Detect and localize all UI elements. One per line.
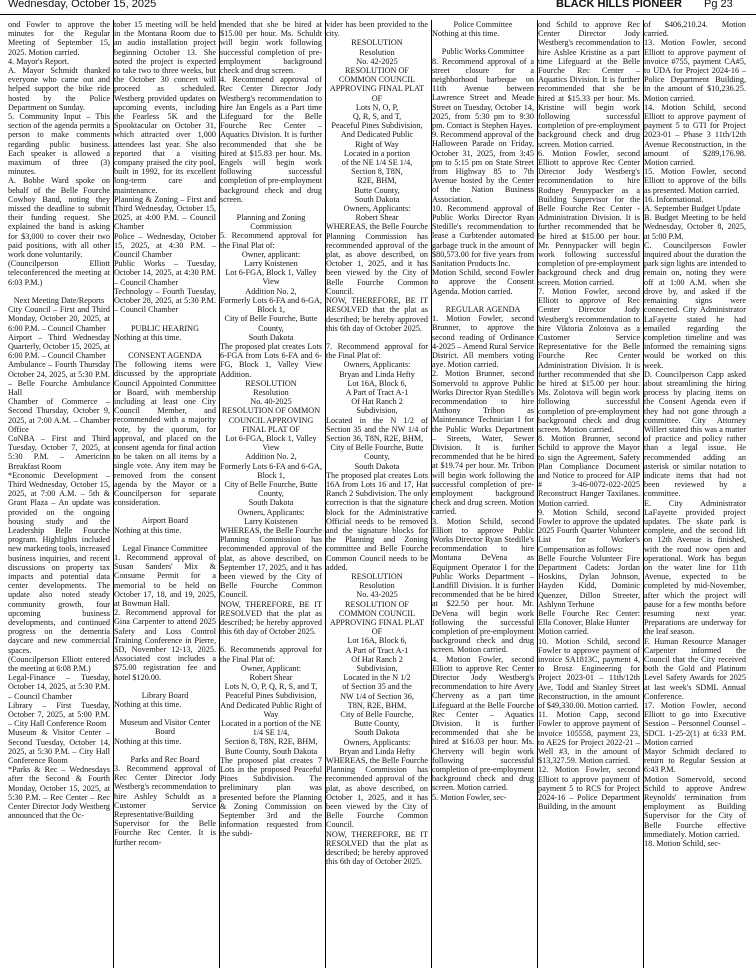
paragraph: R2E, BHM, <box>357 176 397 186</box>
paragraph: Robert Shear <box>355 213 399 223</box>
paragraph: No. 42-2025 <box>356 56 398 66</box>
paragraph: Located in a portion of the NE 1/4 SE 1/4, <box>220 719 322 738</box>
paragraph-gap <box>220 204 322 213</box>
paragraph: Police Committee <box>453 20 513 29</box>
paragraph: 4. Recommend approval of Rec Center Director Jody Westberg's recommendation to hire Jan Engels as a Part time Lifeguard for the Belle Fourche Rec Center – Aquatics Division. It is further recommended that she be hired at $15.83 per hour. Ms. Engels will begin work following successful completion of pre-employment background check and drug screen. <box>220 75 322 204</box>
newspaper-name: BLACK HILLS PIONEER <box>556 0 682 10</box>
paragraph: City of Belle Fourche, Butte County, <box>224 314 318 333</box>
paragraph: South Dakota <box>354 728 400 738</box>
paragraph: Lot 16A, Block 6, <box>347 378 407 388</box>
paragraph: REGULAR AGENDA <box>445 304 521 314</box>
paragraph: Mayor Schmidt declared to return to Regular Session at 6:43 P.M. <box>644 747 746 775</box>
paragraph: Subdivision, <box>356 406 398 416</box>
paragraph: Owners, Applicants: <box>343 360 411 370</box>
paragraph: The proposed plat creates 7 Lots in the proposed Peaceful Pines Subdivision. The preliminary plan was presented before the Planning & Zoning Commission on September 3rd and the information requested from the subdi- <box>220 755 322 839</box>
paragraph: City Council – First and Third Monday, October 20, 2025, at 6:00 P.M. – Council Chamber <box>8 305 110 333</box>
paragraph-gap <box>8 287 110 296</box>
page-number: Pg 23 <box>704 0 733 10</box>
paragraph: Public Works Committee <box>441 47 525 57</box>
paragraph: RESOLUTION OF OMMON COUNCIL APPROVING FINAL PLAT OF <box>221 406 321 434</box>
paragraph: Lot 6-FGA, Block 1, Valley View <box>225 268 317 287</box>
paragraph: NW 1/4 of Section 36, <box>340 691 414 701</box>
paragraph: Formerly Lots 6-FA and 6-GA, Block 1, <box>220 461 322 480</box>
paragraph: 4. Motion Fowler, second Elliott to approve Rec Center Director Jody Westberg's recommendation to hire Avery Cherveny as a part time Lifeguard at the Belle Fourche Rec Center – Aquatics Division. It is further recommended that she be hired at $16.03 per hour. Ms. Cherveny will begin work following successful completion of pre-employment background check and drug screen. Motion carried. <box>432 654 534 793</box>
paragraph: Legal Finance Committee <box>122 543 208 553</box>
paragraph: 18. Motion Schild, sec- <box>644 839 721 849</box>
column-4 <box>326 20 432 968</box>
paragraph-gap <box>220 636 322 645</box>
paragraph-gap <box>432 296 534 305</box>
paragraph: Of Hat Ranch 2 <box>351 654 403 664</box>
column-7 <box>644 20 749 968</box>
paragraph: 15. Motion Fowler, second Elliott to approve of the bills as presented. Motion carried. <box>644 167 746 195</box>
paragraph: 9. Motion Schild, second Fowler to approve the updated 2025 Fourth Quarter Volunteer List for Worker's Compensation as follows: <box>538 507 640 554</box>
paragraph: Q, R, S, and T, <box>352 112 402 122</box>
paragraph: 16. Informational. <box>644 194 704 204</box>
paragraph: The proposed plat creates Lots 6-FGA from Lots 6-FA and 6-FG, Block 1, Valley View Addition. <box>220 341 322 379</box>
paragraph: Robert Shear <box>249 673 293 683</box>
paragraph: Motion Schild, second Fowler to approve the Consent Agenda. Motion carried. <box>432 268 534 296</box>
paragraph: NOW, THEREFORE, BE IT RESOLVED that the plat as described; be hereby approved this 6th day of October 2025. <box>220 599 322 637</box>
paragraph: Lots N, O, P, Q, R, S, and T, <box>224 682 318 692</box>
paragraph: South Dakota <box>354 461 400 471</box>
paragraph: 8. Recommend approval of a street closure for a neighborhood barbeque on 11th Avenue between Lawrence Street and Meade Street on Tuesday, October 14, 2025, from 5:30 pm to 9:30 pm. Contact is Stephen Hayes. <box>432 56 534 131</box>
paragraph: F. Human Resource Manager Carpenter informed the Council that the City received both the Gold and Platinum Level Safety Awards for 2025 at last week's SDML Annual Conference. <box>644 636 746 701</box>
paragraph: Peaceful Pines Subdivision, <box>331 121 423 131</box>
paragraph-gap <box>326 333 428 342</box>
paragraph: Owner, Applicant: <box>240 663 302 673</box>
paragraph: Legal-Finance – Tuesday, October 14, 2025, at 5:30 P.M. – Council Chamber <box>8 673 110 701</box>
paragraph: RESOLUTION <box>351 571 403 581</box>
paragraph: Resolution <box>253 387 289 397</box>
paragraph: Museum and Visitor Center Board <box>119 718 211 737</box>
column-2 <box>114 20 220 968</box>
paragraph: 3. Motion Schild, second Elliott to approve Public Works Director Ryan Stedille's recommendation to hire Montana DeVena as Equipment Operator I for the Public Works Department – Landfill Division. It is further recommended that he be hired at $22.50 per hour. Mr. DeVena will begin work following the successful completion of pre-employment background check and drug screen. Motion carried. <box>432 516 534 655</box>
paragraph: vider has been provided to the city. <box>326 20 428 39</box>
paragraph: WHEREAS, the Belle Fourche Planning Commission has recommended approval of the plat, as above described, on October 1, 2025, and it has been viewed by the City of Belle Fourche Common Council. <box>326 222 428 296</box>
paragraph: RESOLUTION <box>351 38 403 48</box>
paragraph: E. City Administrator LaFayette provided project updates. The skate park is complete, and the second lift on 12th Avenue is finished, with the road now open and operational. Work has begun on the water line for 11th Avenue, expected to be completed by mid-November, after which the project will pause for a few months before resuming next year. Preparations are underway for the leaf season. <box>644 498 746 637</box>
paragraph: 10. Recommend approval of Public Works Director Ryan Stedille's recommendation to lease a Curbtender automated garbage truck in the amount of $80,573.00 for five years from Sanitation Products Inc. <box>432 203 534 269</box>
paragraph: Airport Board <box>141 516 189 526</box>
paragraph: Nothing at this time. <box>114 700 182 710</box>
paragraph: Owners, Applicants: <box>237 507 305 517</box>
paragraph: Larry Koistenen <box>244 516 298 526</box>
paragraph: Right of Way <box>355 139 399 149</box>
paragraph: A. Mayor Schmidt thanked everyone who came out and helped support the bike ride hosted by the Police Department on Sunday. <box>8 66 110 112</box>
paragraph: Located in the N 1/2 <box>343 673 411 683</box>
paragraph: 5. Recommend approval for the Final Plat of: <box>220 231 322 250</box>
paragraph: Nothing at this time. <box>114 525 182 535</box>
paragraph: Motion Somervold, second Schild to approve Andrew Reynolds' termination from employment as Building Supervisor for the City of Belle Fourche effective immediately. Motion carried. <box>644 774 746 839</box>
paragraph: Technology – Fourth Tuesday, October 28, 2025, at 5:30 P.M. – Council Chamber <box>114 286 216 315</box>
paragraph: A. Bobbe Ward spoke on behalf of the Belle Fourche Cowboy Band, noting they missed the deadline to submit their funding request. She explained the band is asking for $3,000 to cover their two paid positions, with all other work done voluntarily. <box>8 176 110 260</box>
paragraph-gap <box>114 342 216 351</box>
paragraph-gap <box>114 535 216 544</box>
paragraph: Peaceful Pines Subdivision, And Dedicated Public Right of Way <box>220 691 322 719</box>
paragraph: 2. Recommend approval for Gina Carpenter to attend 2025 Safety and Loss Control Training Conference in Pierre, SD, November 12-13, 2025. Associated cost includes a $75.00 registration fee and hotel $120.00. <box>114 608 216 682</box>
paragraph: CONSENT AGENDA <box>128 350 202 360</box>
paragraph: 3. Recommend approval of Rec Center Director Jody Westberg's recommendation to hire Ashley Schuldt as a Customer Service Representative/Building Supervisor for the Belle Fourche Rec Center. It is further recom- <box>114 764 216 847</box>
paragraph: Chamber of Commerce – Second Thursday, October 9, 2025, at 7:00 A.M. – Chamber Office <box>8 397 110 434</box>
paragraph: Planning and Zoning Commission <box>236 213 306 232</box>
paragraph: PUBLIC HEARING <box>130 323 199 333</box>
paragraph: Police – Wednesday, October 15, 2025, at 4:30 P.M. – Council Chamber <box>114 231 216 260</box>
article-columns <box>8 20 750 968</box>
paragraph-gap <box>114 709 216 718</box>
paragraph: 7. Motion Fowler, second Elliott to approve of Rec Center Director Jody Westberg's recommendation to hire Viktoria Zolotova as a Customer Service Representative for the Belle Fourche Rec Center Administration Division. It is further recommended that she be hired at $15.00 per hour. Ms. Zolotova will begin work following successful completion of pre-employment background check and drug screen. Motion carried. <box>538 286 640 434</box>
paragraph: Butte County, South Dakota <box>224 746 318 756</box>
paragraph: No. 43-2025 <box>356 590 398 600</box>
paragraph: ond Schild to approve Rec Center Director Jody Westberg's recommendation to hire Ashlee Kristine as a part time Lifeguard at the Belle Fourche Rec Center – Aquatics Division. It is further recommended that she be hired at $15.33 per hour. Ms. Kristine will begin work following successful completion of pre-employment background check and drug screen. Motion carried. <box>538 20 640 149</box>
paragraph: No. 40-2025 <box>250 397 292 407</box>
paragraph: Nothing at this time. <box>432 29 500 39</box>
paragraph: Bryan and Linda Hefty <box>339 746 415 756</box>
paragraph: Belle Fourche Rec Center: Ella Conover, Blake Hunter <box>538 609 640 628</box>
paragraph: (Councilperson Elliott entered the meeting at 6:08 P.M.) <box>8 654 110 674</box>
paragraph: The following items were discussed by the appropriate Council Appointed Committee or Board, with membership including at least one City Council Member, and recommended with a majority vote, by the quorum, for approval, and placed on the consent agenda for final action to be taken on all items by a single vote. Any item may be removed from the consent agenda by the Mayor or a Councilperson for separate consideration. <box>114 360 216 508</box>
paragraph-gap <box>114 507 216 516</box>
paragraph: 17. Motion Fowler, second Elliott to go into Executive Session – Personnel Counsel – SDCL 1-25-2(1) at 6:33 P.M. Motion carried <box>644 701 746 747</box>
paragraph: 11. Motion Capp, second Fowler to approve payment of invoice 105558, payment 23, to AE2S for Project 2022-21 – Well #3, in the amount of $13,327.59. Motion carried. <box>538 710 640 766</box>
paragraph-gap <box>114 682 216 691</box>
paragraph: City of Belle Fourche, <box>340 710 414 720</box>
paragraph: WHEREAS, the Belle Fourche Planning Commission has recommended approval of the plat, as above described, on October 1, 2025, and it has been viewed by the City of Belle Fourche Common Council. <box>326 756 428 830</box>
paragraph: Larry Koistenen <box>244 259 298 269</box>
paragraph-gap <box>114 746 216 755</box>
column-1 <box>8 20 114 968</box>
paragraph: 1. Motion Fowler, second Brunner, to approve the second reading of Ordinance 4-2025 – Amend Rural Service District. All members voting aye. Motion carried. <box>432 314 534 370</box>
paragraph: 2. Motion Brunner, second Somervold to approve Public Works Director Ryan Stedille's recommendation to hire Anthony Tribon as Maintenance Technician I for the Public Works Department – Streets, Water, Sewer Division. It is further recommended that he be hired at $19.74 per hour. Mr. Tribon will begin work following the successful completion of pre-employment background check and drug screen. Motion carried. <box>432 369 534 517</box>
paragraph: 4. Mayor's Report. <box>8 56 70 66</box>
paragraph: 13. Motion Fowler, second Elliott to approve payment of invoice #755, payment CA#5, to UDA for Project 2024-16 – Police Department Building, in the amount of $10,236.25. Motion carried. <box>644 38 746 103</box>
paragraph-gap <box>432 38 534 47</box>
paragraph: 6. Motion Fowler, second Elliott to approve Rec Center Director Jody Westberg's recommendation to hire Rodney Pennypacker as a Building Supervisor for the Belle Fourche Rec Center - Administration Division. It is further recommended that he be hired at $15.00 per hour. Mr. Pennypacker will begin work following successful completion of pre-employment background check and drug screen. Motion carried. <box>538 148 640 287</box>
paragraph: Formerly Lots 6-FA and 6-GA, Block 1, <box>220 295 322 315</box>
paragraph: 1. Recommend approval of Susan Sanders' Mix & Consume Permit for a memorial to be held on October 17, 18, and 19, 2025, at Bowman Hall. <box>114 552 216 608</box>
paragraph: South Dakota <box>248 498 294 508</box>
paragraph: RESOLUTION <box>245 378 297 388</box>
paragraph: NOW, THEREFORE, BE IT RESOLVED that the plat as described; be hereby approved this 6th day of October 2025. <box>326 296 428 333</box>
column-5 <box>432 20 538 968</box>
paragraph: 7. Recommend approval for the Final Plat of: <box>326 341 428 361</box>
paragraph: CoNBA – First and Third Tuesday, October 7, 2025, at 5:30 P.M. – Americinn Breakfast Room <box>8 433 110 471</box>
paragraph: City of Belle Fourche, Butte County, <box>330 443 424 462</box>
paragraph: A Part of Tract A-1 <box>345 645 409 655</box>
paragraph: RESOLUTION OF COMMON COUNCIL APPROVING FINAL PLAT OF <box>329 66 425 103</box>
paragraph: WHEREAS, the Belle Fourche Planning Commission has recommended approval of the plat, as above described, on September 17, 2025, and it has been viewed by the City of Belle Fourche Common Council. <box>220 525 322 600</box>
paragraph: And Dedicated Public <box>340 130 414 140</box>
paragraph: A Part of Tract A-1 <box>345 387 409 397</box>
column-6 <box>538 20 644 968</box>
paragraph: tober 15 meeting will be held in the Montana Room due to an audio installation project beginning October 13. She noted the project is expected to take two to three weeks, but the October 30 concert will proceed as scheduled. Westberg provided updates on upcoming events, including the Fearless 5K and the Spooktacular on October 31, which attracted over 1,000 attendees last year. She also reported that a visiting company praised the city pool, built in 1992, for its excellent long-term care and maintenance. <box>114 20 216 195</box>
paragraph: Public Works – Tuesday, October 14, 2025, at 4:30 P.M. – Council Chamber <box>114 259 216 287</box>
paragraph: Bryan and Linda Hefty <box>339 369 415 379</box>
paragraph: Next Meeting Date/Reports <box>13 295 105 305</box>
paragraph: 5. Community Input – This section of the agenda permits a person to make comments regarding public business. Each speaker is allowed a maximum of three (3) minutes. <box>8 112 110 177</box>
paragraph: D. Councilperson Capp asked about streamlining the hiring process by placing items on the Consent Agenda even if they had not gone through a committee. City Attorney Willert stated this was a matter of practice and policy rather than a legal issue. He recommended adding an asterisk or similar notation to indicate items that had not been reviewed by a committee. <box>644 369 746 499</box>
paragraph: Library – First Tuesday, October 7, 2025, at 5:00 P.M. – City Hall Conference Room <box>8 700 110 729</box>
page-header <box>0 0 756 15</box>
paragraph: RESOLUTION OF COMMON COUNCIL APPROVING FINAL PLAT OF <box>329 599 425 637</box>
paragraph: B. Budget Meeting to be held Wednesday, October 8, 2025, at 5:00 P.M. <box>644 213 746 241</box>
paragraph: mended that she be hired at $15.00 per hour. Ms. Schuldt will begin work following successful completion of pre-employment background check and drug screen. <box>220 20 322 76</box>
paragraph: Airport – Third Wednesday Quarterly, October 15, 2025, at 6:00 P.M. – Council Chamber <box>8 332 111 361</box>
paragraph: Nothing at this time. <box>114 736 182 746</box>
paragraph: 5. Motion Fowler, sec- <box>432 792 507 802</box>
paragraph: *Economic Development – Third Wednesday, October 15, 2025, at 7:00 A.M. – 5th & Grant Plaza – An update was provided on the ongoing housing study and the Leadership Belle Fourche program. Highlights included new marketing tools, increased business inquiries, and recent discussions on property tax impacts and potential data center developments. The update also noted steady community growth, four upcoming business developments, and continued progress on the dementia daycare and new commercial spaces. <box>8 470 110 655</box>
paragraph: Owners, Applicants: <box>343 737 411 747</box>
paragraph: 14. Motion Schild, second Elliott to approve payment of payment 5 to GTI for Project 2023-01 – Phase 3 11th/12th Avenue Reconstruction, in the amount of $289,176.98. Motion carried. <box>644 102 746 168</box>
paragraph: of $406,210.24. Motion carried. <box>644 20 746 39</box>
paragraph: Parks and Rec Board <box>130 754 200 764</box>
paragraph: Lots N, O, P, <box>355 102 399 112</box>
issue-date: Wednesday, October 15, 2025 <box>8 0 157 10</box>
paragraph: Ambulance – Fourth Thursday October 24, 2025, at 5:30 P.M. – Belle Fourche Ambulance Hall <box>8 360 110 397</box>
paragraph: Museum & Visitor Center – Second Tuesday, October 14, 2025, at 5:30 P.M. – City Hall Conference Room <box>8 728 110 766</box>
paragraph: Planning & Zoning – First and Third Wednesday, October 15, 2025, at 4:00 P.M. – Council Chamber <box>114 194 216 232</box>
paragraph: Butte County, <box>354 185 400 195</box>
paragraph: 9. Recommend approval of the Halloween Parade on Friday, October 31, 2025, from 3:45 pm to 5:15 pm on State Street from Highway 85 to 7th Avenue hosted by the Center of the Nation Business Association. <box>432 130 534 204</box>
paragraph: T8N, R2E, BHM, <box>347 700 407 710</box>
paragraph: Lot 16A, Block 6, <box>347 636 407 646</box>
paragraph: Addition No. 2, <box>245 452 297 462</box>
paragraph: Resolution <box>359 47 395 57</box>
paragraph: NOW, THEREFORE, BE IT RESOLVED that the plat as described; be hereby approved this 6th day of October 2025. <box>326 829 428 867</box>
paragraph: Nothing at this time. <box>114 332 182 342</box>
paragraph-gap <box>114 315 216 324</box>
paragraph: Owner, applicant: <box>241 249 301 259</box>
paragraph: South Dakota <box>248 332 294 342</box>
paragraph: 12. Motion Fowler, second Elliott to approve payment of payment 5 to RCS for Project 2024-16 – Police Department Building, in the amount <box>538 765 640 812</box>
paragraph: Owners, Applicants: <box>343 204 411 214</box>
paragraph: Addition No. 2, <box>245 286 297 296</box>
paragraph: A. September Budget Update <box>644 204 741 214</box>
paragraph: Resolution <box>359 581 395 591</box>
column-3 <box>220 20 326 968</box>
paragraph: Section 8, T8N, R2E, BHM, <box>224 737 318 747</box>
paragraph: Located in the N 1/2 of Section 35 and the NW 1/4 of Section 36, T8N, R2E, BHM, <box>326 415 428 443</box>
paragraph: Of Hat Ranch 2 <box>351 397 403 407</box>
paragraph: ond Fowler to approve the minutes for the Regular Meeting of September 15, 2025. Motion carried. <box>8 20 110 57</box>
paragraph: Section 8, T8N, <box>351 167 403 177</box>
paragraph: 10. Motion Schild, second Fowler to approve payment of invoice SA1813C, payment 4, to Brosz Engineering for Project 2023-01 – 11th/12th Ave, Todd and Stanley Street Reconstruction, in the amount of $49,330.00. Motion carried. <box>538 636 640 711</box>
paragraph: South Dakota <box>354 194 400 204</box>
paragraph: *Parks & Rec – Wednesdays after the Second & Fourth Monday, October 15, 2025, at 5:30 P.M. – Rec Center – Rec Center Director Jody Westberg announced that the Oc- <box>8 765 110 821</box>
paragraph: 6. Recommends approval for the Final Plat of: <box>220 645 322 664</box>
paragraph: Butte County, <box>354 719 400 729</box>
paragraph: Belle Fourche Volunteer Fire Department Cadets: Jordan Hoskins, Dylan Johnson, Hayden Kidd, Dominic Quenzer, Dillon Streeter, Ashlynn Terhune <box>538 553 640 609</box>
paragraph: Library Board <box>141 690 189 700</box>
paragraph: of the NE 1/4 SE 1/4, <box>341 158 413 168</box>
paragraph: Motion carried. <box>538 627 589 637</box>
paragraph: (Councilperson Elliott teleconferenced the meeting at 6:03 P.M.) <box>8 259 110 287</box>
paragraph: Lot 6-FGA, Block 1, Valley View <box>225 433 317 453</box>
paragraph: Subdivision, <box>356 664 398 674</box>
paragraph: City of Belle Fourche, Butte County, <box>224 479 318 499</box>
paragraph: 8. Motion Brunner, second Schild to approve the Mayor to sign the Agreement, Safety Plan Compliance Document and Notice to proceed for AIP # 3-46-0072-022-2025 Reconstruct Hanger Taxilanes. Motion carried. <box>538 434 640 508</box>
paragraph: Located in a portion <box>343 148 411 158</box>
paragraph: of Section 35 and the <box>342 682 412 692</box>
paragraph: C. Councilperson Fowler inquired about the duration the park sign lights are intended to remain on, noting they were off at 1:00 A.M. when she drove by, and asked if the remaining signs were connected. City Administrator LaFayette stated he had emailed regarding the completion timeline and was informed the remaining signs would be worked on this week. <box>644 240 746 370</box>
paragraph: The proposed plat creates Lots 16A from Lots 16 and 17, Hat Ranch 2 Subdivision. The only correction is that the signature block for the Administrative Official needs to be removed and the signature blocks for the Planning and Zoning committee and Belle Fourche Common Council needs to be added. <box>326 470 428 572</box>
